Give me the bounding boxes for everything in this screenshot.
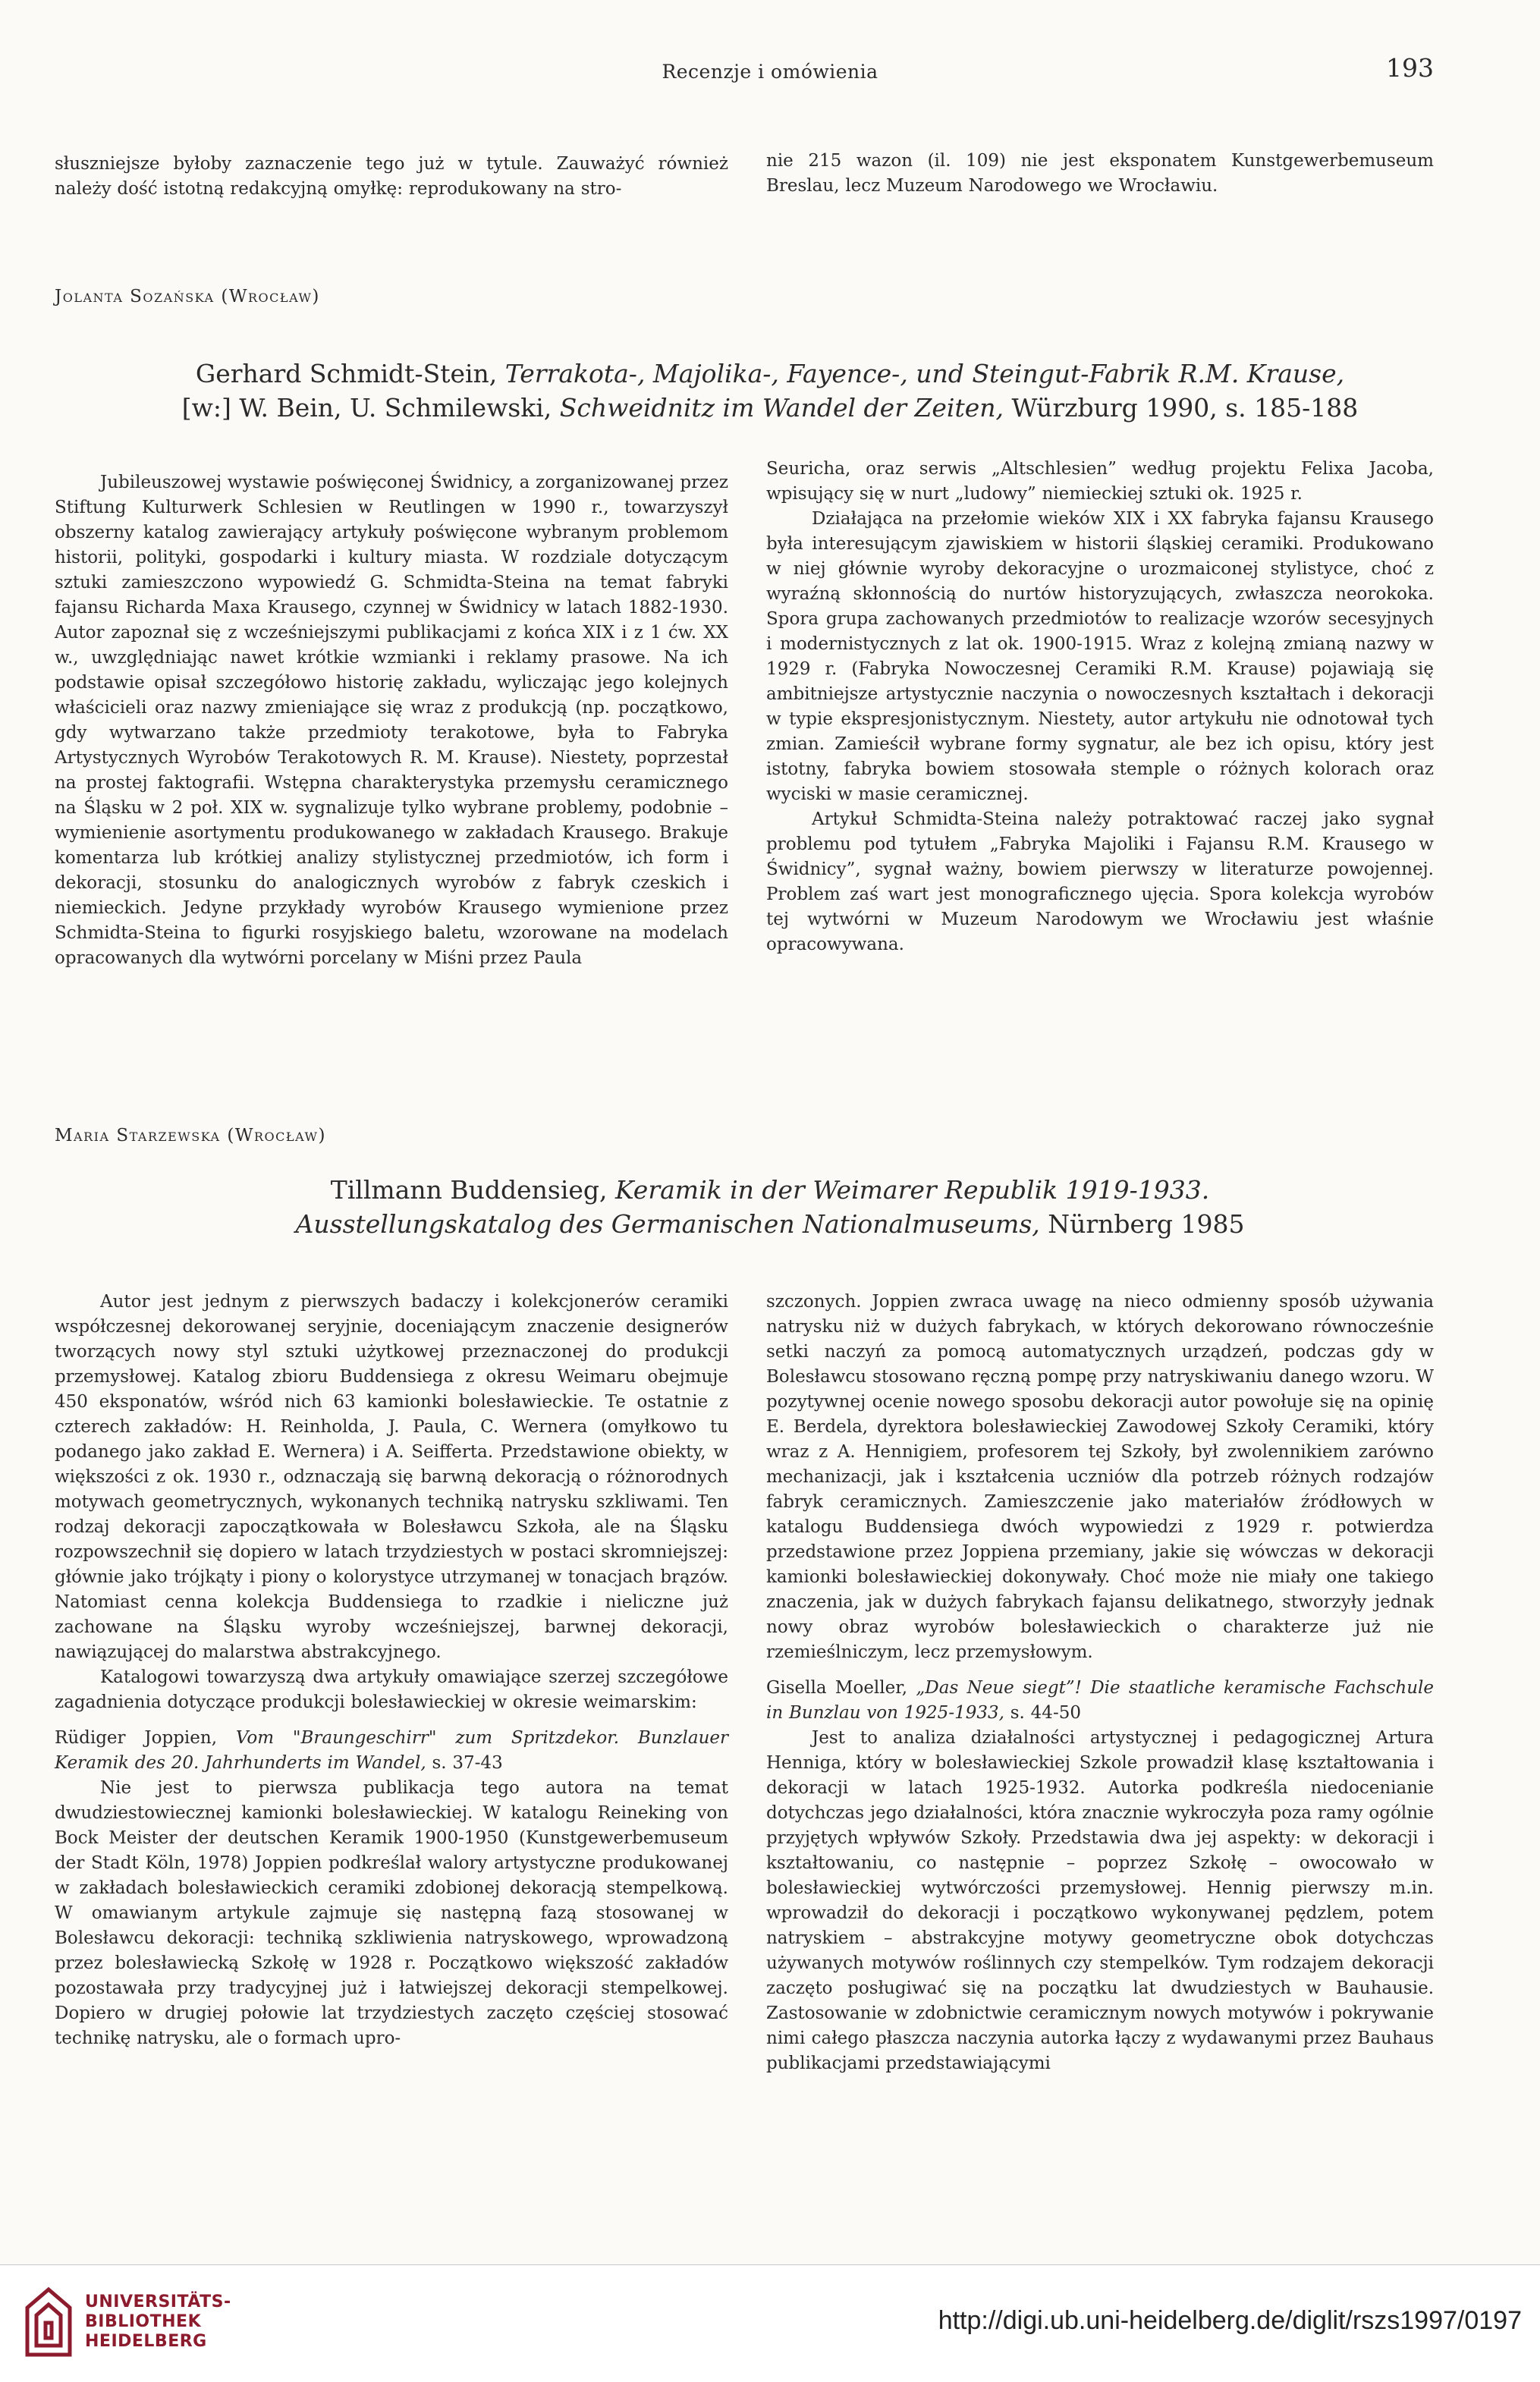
review2-title: Tillmann Buddensieg, Keramik in der Weimarer Republik 1919-1933. Ausstellungskatalog des Germanischen Nationalmuseums, Nürnberg 1985 — [295, 1175, 1245, 1239]
paragraph: Artykuł Schmidta-Steina należy potraktować raczej jako sygnał problemu pod tytułem „Fabryka Majoliki i Fajansu R.M. Krausego w Świdnicy”, sygnał ważny, bowiem pierwszy w literaturze powojennej. Problem zaś wart jest monograficznego ujęcia. Spora kolekcja wyrobów tej wytwórni w Muzeum Narodowym we Wrocławiu jest właśnie opracowywana. — [766, 809, 1434, 954]
paragraph: szczonych. Joppien zwraca uwagę na nieco odmienny sposób używania natrysku niż w dużych fabrykach, w których dekorowano równocześnie setki naczyń za pomocą automatycznych urządzeń, podczas gdy w Bolesławcu stosowano ręczną pompę przy natryskiwaniu danego wzoru. W pozytywnej ocenie nowego sposobu dekoracji autor powołuje się na opinię E. Berdela, dyrektora bolesławieckiej Zawodowej Szkoły Ceramiki, który wraz z A. Hennigiem, profesorem tej Szkoły, był zwolennikiem zarówno mechanizacji, jak i kształcenia uczniów dla potrzeb różnych rodzajów fabryk ceramicznych. Zamieszczenie jako materiałów źródłowych w katalogu Buddensiega dwóch wypowiedzi z 1929 r. potwierdza przedstawione przez Joppiena przemiany, jakie się wówczas w dekoracji kamionki bolesławieckiej dokonywały. Choć może nie miały one takiego znaczenia, jak w dużych fabrykach fajansu delikatnego, stworzyły jednak nowy obraz wyrobów bolesławieckich o charakterze już nie rzemieślniczym, lecz przemysłowym. — [766, 1292, 1434, 1662]
paragraph: Autor jest jednym z pierwszych badaczy i kolekcjonerów ceramiki współczesnej dekorowanej seryjnie, doceniającym znaczenie designerów tworzących nowy styl sztuki użytkowej przeznaczonej do produkcji przemysłowej. Katalog zbioru Buddensiega z okresu Weimaru obejmuje 450 eksponatów, wśród nich 63 kamionki bolesławieckie. Te ostatnie z czterech zakładów: H. Reinholda, J. Paula, C. Wernera (omyłkowo tu podanego jako zakład E. Wernera) i A. Seifferta. Przedstawione obiekty, w większości z ok. 1930 r., odznaczają się barwną dekoracją o różnorodnych motywach geometrycznych, wykonanych techniką natrysku szkliwami. Ten rodzaj dekoracji zapoczątkowała w Bolesławcu Szkoła, ale na Śląsku rozpowszechnił się dopiero w latach trzydziestych w postaci skromniejszej: głównie jako trójkąty i piony o kolorystyce utrzymanej w tonacjach brązów. Natomiast cenna kolekcja Buddensiega to rzadkie i nieliczne już zachowane na Śląsku wyroby wcześniejszej, barwnej dekoracji, nawiązującej do malarstwa abstrakcyjnego. — [55, 1292, 728, 1662]
library-name: UNIVERSITÄTS- BIBLIOTHEK HEIDELBERG — [85, 2292, 231, 2351]
review1-author: Jolanta Sozańska (Wrocław) — [55, 287, 320, 306]
reference-title: Rüdiger Joppien, Vom "Braungeschirr" zum Spritzdekor. Bunzlauer Keramik des 20. Jahrhunderts im Wandel, s. 37-43 — [55, 1728, 729, 1773]
review2-author: Maria Starzewska (Wrocław) — [55, 1126, 326, 1145]
top-left-text: słuszniejsze byłoby zaznaczenie tego już w tytule. Zauważyć również należy dość istotną redakcyjną omyłkę: reprodukowany na stro- — [55, 154, 728, 199]
review2-right-column — [766, 1290, 1434, 2076]
running-head: Recenzje i omówienia — [662, 61, 878, 83]
review1-title: Gerhard Schmidt-Stein, Terrakota-, Majolika-, Fayence-, und Steingut-Fabrik R.M. Krause, [w:] W. Bein, U. Schmilewski, Schweidnitz im Wandel der Zeiten, Würzburg 1990, s. 185-188 — [181, 359, 1359, 423]
paragraph: Jubileuszowej wystawie poświęconej Świdnicy, a zorganizowanej przez Stiftung Kulturwerk Schlesien w Reutlingen w 1990 r., towarzyszył obszerny katalog zawierający artykuły poświęcone wybranym problemom historii, polityki, gospodarki i kultury miasta. W rozdziale dotyczącym sztuki zamieszczono wypowiedź G. Schmidta-Steina na temat fabryki fajansu Richarda Maxa Krausego, czynnej w Świdnicy w latach 1882-1930. Autor zapoznał się z wcześniejszymi publikacjami z końca XIX i z 1 ćw. XX w., uwzględniając nawet krótkie wzmianki i reklamy prasowe. Na ich podstawie opisał szczegółowo historię zakładu, wyliczając jego kolejnych właścicieli oraz nazwy zmieniające się wraz z produkcją (np. początkowo, gdy wytwarzano także przedmioty terakotowe, była to Fabryka Artystycznych Wyrobów Terakotowych R. M. Krause). Niestety, poprzestał na prostej faktografii. Wstępna charakterystyka przemysłu ceramicznego na Śląsku w 2 poł. XIX w. sygnalizuje tylko wybrane problemy, podobnie – wymienienie asortymentu produkowanego w zakładach Krausego. Brakuje komentarza lub krótkiej analizy stylistycznej przedmiotów, ich form i dekoracji, stosunku do analogicznych wyrobów z fabryk czeskich i niemieckich. Jedyne przykłady wyrobów Krausego wymienione przez Schmidta-Steina to figurki rosyjskiego baletu, wzorowane na modelach opracowanych dla wytwórni porcelany w Miśni przez Paula — [55, 473, 728, 968]
top-right-text: nie 215 wazon (il. 109) nie jest eksponatem Kunstgewerbemuseum Breslau, lecz Muzeum Narodowego we Wrocławiu. — [766, 151, 1434, 196]
page-number: 193 — [1386, 53, 1434, 83]
paragraph: Katalogowi towarzyszą dwa artykuły omawiające szerzej szczegółowe zagadnienia dotyczące produkcji bolesławieckiej w okresie weimarskim: — [55, 1667, 728, 1712]
review1-left-column — [55, 470, 728, 971]
reference-title: Gisella Moeller, „Das Neue siegt”! Die staatliche keramische Fachschule in Bunzlau von 1925-1933, s. 44-50 — [766, 1678, 1434, 1723]
paragraph: Seuricha, oraz serwis „Altschlesien” według projektu Felixa Jacoba, wpisujący się w nurt „ludowy” niemieckiej sztuki ok. 1925 r. — [766, 459, 1434, 504]
paragraph: Jest to analiza działalności artystycznej i pedagogicznej Artura Henniga, który w bolesławieckiej Szkole prowadził klasę kształtowania i dekoracji w latach 1925-1932. Autorka podkreśla niedocenianie dotychczas jego działalności, która znacznie wykroczyła poza ramy ogólnie przyjętych wpływów Szkoły. Przedstawia dwa jej aspekty: w dekoracji i kształtowaniu, co następnie – poprzez Szkołę – owocowało w bolesławieckiej wytwórczości przemysłowej. Hennig pierwszy m.in. wprowadził do dekoracji i początkowo wykonywanej pędzlem, potem natryskiem – abstrakcyjne motywy geometryczne obok dotychczas używanych motywów roślinnych czy stempelków. Tym rodzajem dekoracji zaczęto posługiwać się na początku lat dwudziestych w Bauhausie. Zastosowanie w zdobnictwie ceramicznym nowych motywów i pokrywanie nimi całego płaszcza naczynia autorka łączy z wydawanymi przez Bauhaus publikacjami przedstawiającymi — [766, 1728, 1434, 2073]
library-logo-icon — [23, 2285, 74, 2359]
paragraph: Nie jest to pierwsza publikacja tego autora na temat dwudziestowiecznej kamionki bolesławieckiej. W katalogu Reineking von Bock Meister der deutschen Keramik 1900-1950 (Kunstgewerbemuseum der Stadt Köln, 1978) Joppien podkreślał walory artystyczne produkowanej w zakładach bolesławieckich ceramiki zdobionej dekoracją stempelkową. W omawianym artykule zajmuje się następną fazą stosowanej w Bolesławcu dekoracji: techniką szkliwienia natryskowego, wprowadzoną przez bolesławiecką Szkołę w 1928 r. Początkowo większość zakładów pozostawała przy tradycyjnej już i łatwiejszej dekoracji stempelkowej. Dopiero w drugiej połowie lat trzydziestych zaczęto częściej stosować technikę natrysku, ale o formach upro- — [55, 1778, 728, 2048]
paragraph: Działająca na przełomie wieków XIX i XX fabryka fajansu Krausego była interesującym zjawiskiem w historii śląskiej ceramiki. Produkowano w niej głównie wyroby dekoracyjne o urozmaiconej stylistyce, choć z wyraźną skłonnością do nurtów historyzujących, zwłaszcza neorokoka. Spora grupa zachowanych przedmiotów to realizacje wzorów secesyjnych i modernistycznych z lat ok. 1900-1915. Wraz z kolejną zmianą nazwy w 1929 r. (Fabryka Nowoczesnej Ceramiki R.M. Krause) pojawiają się ambitniejsze artystycznie naczynia o nowoczesnych kształtach i dekoracji w typie ekspresjonistycznym. Niestety, autor artykułu nie odnotował tych zmian. Zamieścił wybrane formy sygnatur, ale bez ich opisu, który jest istotny, fabryka bowiem stosowała stemple o różnych kolorach oraz wyciski w masie ceramicznej. — [766, 509, 1434, 804]
review1-right-column — [766, 457, 1434, 957]
source-url-link[interactable]: http://digi.ub.uni-heidelberg.de/diglit/rszs1997/0197 — [938, 2306, 1522, 2335]
review2-left-column — [55, 1290, 728, 2051]
